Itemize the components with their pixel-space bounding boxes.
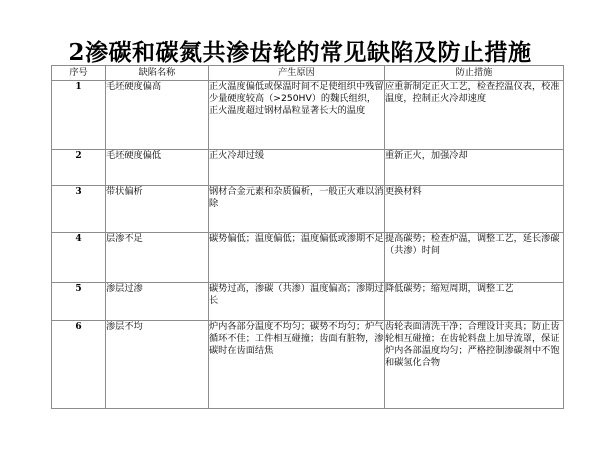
header-name: 缺陷名称 xyxy=(106,66,209,81)
defect-name: 渗层不均 xyxy=(106,321,209,409)
defect-fix: 齿轮表面清洗干净；合理设计夹具；防止齿轮相互碰撞；在齿轮料盘上加导流罩，保证炉内各部温度均匀；严格控制渗碳剂中不饱和碳氢化合物 xyxy=(385,321,564,409)
table-row xyxy=(52,81,564,150)
defect-cause: 炉内各部分温度不均匀；碳势不均匀；炉气循环不佳；工件相互碰撞；齿面有脏物，渗碳时在齿面结焦 xyxy=(209,321,385,409)
row-number: 4 xyxy=(52,233,106,283)
defect-fix: 应重新制定正火工艺，检查控温仪表，校准温度，控制正火冷却速度 xyxy=(385,81,564,150)
defect-name: 带状偏析 xyxy=(106,186,209,233)
defect-fix: 重新正火，加强冷却 xyxy=(385,150,564,186)
table-row xyxy=(52,186,564,233)
row-number: 5 xyxy=(52,283,106,321)
row-number: 1 xyxy=(52,81,106,150)
table-header-row xyxy=(52,66,564,81)
defect-name: 渗层过渗 xyxy=(106,283,209,321)
defect-name: 层渗不足 xyxy=(106,233,209,283)
row-number: 2 xyxy=(52,150,106,186)
defect-cause: 碳势过高，渗碳（共渗）温度偏高；渗期过长 xyxy=(209,283,385,321)
defect-cause: 正火温度偏低或保温时间不足使组织中残留少量硬度较高（>250HV）的魏氏组织，正火温度超过钢材晶粒显著长大的温度 xyxy=(209,81,385,150)
header-fix: 防止措施 xyxy=(385,66,564,81)
defect-fix: 提高碳势；检查炉温，调整工艺，延长渗碳（共渗）时间 xyxy=(385,233,564,283)
row-number: 3 xyxy=(52,186,106,233)
table-row xyxy=(52,150,564,186)
table-row xyxy=(52,321,564,409)
table-row xyxy=(52,233,564,283)
defect-fix: 降低碳势；缩短周期，调整工艺 xyxy=(385,283,564,321)
table-row xyxy=(52,283,564,321)
header-no: 序号 xyxy=(52,66,106,81)
row-number: 6 xyxy=(52,321,106,409)
defect-cause: 碳势偏低；温度偏低；温度偏低或渗期不足 xyxy=(209,233,385,283)
page-title: 2渗碳和碳氮共渗齿轮的常见缺陷及防止措施 xyxy=(68,39,532,66)
defect-cause: 钢材合金元素和杂质偏析，一般正火难以消除 xyxy=(209,186,385,233)
defect-cause: 正火冷却过缓 xyxy=(209,150,385,186)
defect-name: 毛坯硬度偏低 xyxy=(106,150,209,186)
defects-table xyxy=(51,65,564,409)
defect-fix: 更换材料 xyxy=(385,186,564,233)
defect-name: 毛坯硬度偏高 xyxy=(106,81,209,150)
header-cause: 产生原因 xyxy=(209,66,385,81)
